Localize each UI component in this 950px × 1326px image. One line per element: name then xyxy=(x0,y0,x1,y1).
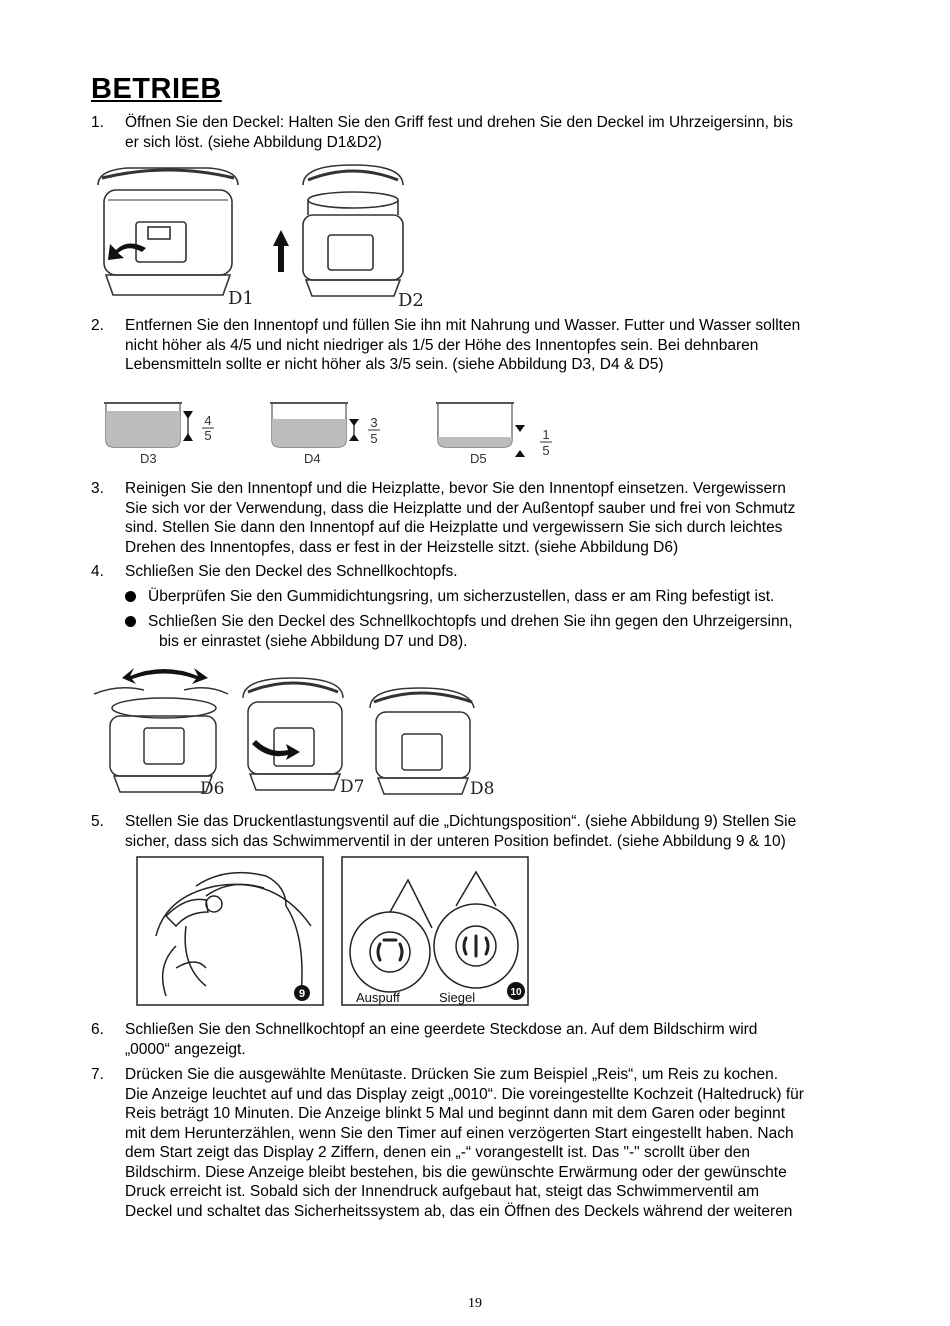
step-text-line: „0000“ angezeigt. xyxy=(125,1040,246,1058)
step-number: 6. xyxy=(91,1021,104,1038)
fraction-numerator: 1 xyxy=(542,427,550,442)
fraction-denominator: 5 xyxy=(370,431,378,446)
figure-d1-d2 xyxy=(88,160,428,310)
step-number: 4. xyxy=(91,563,104,580)
fraction-numerator: 3 xyxy=(370,415,378,430)
step-text-line: dem Start zeigt das Display 2 Ziffern, denen ein „-“ vorangestellt ist. Das "-" scrollt über den xyxy=(125,1144,750,1161)
step-text-line: Druck erreicht ist. Sobald sich der Innendruck aufgebaut hat, steigt das Schwimmerventil am xyxy=(125,1183,760,1200)
page-number: 19 xyxy=(468,1296,482,1311)
figure-9-badge: 9 xyxy=(298,988,306,1000)
figure-label-d2: D2 xyxy=(398,290,424,311)
section-title: BETRIEB xyxy=(91,73,222,105)
figure-label-d7: D7 xyxy=(340,777,365,797)
step-text-line: Bildschirm. Diese Anzeige bleibt bestehen, bis die gewünschte Erwärmung oder der gewünschte xyxy=(125,1163,787,1181)
figure-label-d8: D8 xyxy=(470,779,495,799)
step-text-line: Stellen Sie das Druckentlastungsventil auf die „Dichtungsposition“. (siehe Abbildung 9) Stellen Sie xyxy=(125,813,797,830)
step-text-line: Drücken Sie die ausgewählte Menütaste. Drücken Sie zum Beispiel „Reis“, um Reis zu kochen. xyxy=(125,1066,779,1083)
step-text-line: Die Anzeige leuchtet auf und das Display zeigt „0010“. Die voreingestellte Kochzeit (Haltedruck) für xyxy=(125,1085,804,1103)
figure-label-d5: D5 xyxy=(470,451,487,466)
step-text-line: Schließen Sie den Schnellkochtopf an eine geerdete Steckdose an. Auf dem Bildschirm wird xyxy=(125,1021,758,1038)
fraction-denominator: 5 xyxy=(204,428,212,443)
step-text-line: Sie sich vor der Verwendung, dass die Heizplatte und der Außentopf sauber und frei von Schmutz xyxy=(125,499,796,517)
step-text-line: sind. Stellen Sie dann den Innentopf auf die Heizplatte und vergewissern Sie sich durch leichtes xyxy=(125,519,783,536)
figure-label-d6: D6 xyxy=(200,779,225,799)
bullet-text-line: Schließen Sie den Deckel des Schnellkochtopfs und drehen Sie ihn gegen den Uhrzeigersinn, xyxy=(148,613,793,630)
figure-label-d1: D1 xyxy=(228,288,254,309)
figure-label-d3: D3 xyxy=(140,451,157,466)
step-text-line: Lebensmitteln sollte er nicht höher als 3/5 sein. (siehe Abbildung D3, D4 & D5) xyxy=(125,356,664,373)
step-text-line: Öffnen Sie den Deckel: Halten Sie den Griff fest und drehen Sie den Deckel im Uhrzeigersinn, bis xyxy=(125,114,794,131)
step-text-line: mit dem Herunterzählen, wenn Sie den Timer auf einen verzögerten Start eingestellt haben. Nach xyxy=(125,1124,794,1142)
fraction-denominator: 5 xyxy=(542,443,550,458)
step-number: 7. xyxy=(91,1066,104,1083)
step-text-line: nicht höher als 4/5 und nicht niedriger als 1/5 der Höhe des Innentopfes sein. Bei dehnbaren xyxy=(125,336,759,354)
valve-label-auspuff: Auspuff xyxy=(356,990,400,1005)
step-number: 2. xyxy=(91,317,104,334)
figure-10-badge: 10 xyxy=(510,987,522,998)
figure-label-d4: D4 xyxy=(304,451,321,466)
step-text-line: sicher, dass sich das Schwimmerventil in der unteren Position befindet. (siehe Abbildung 9 & 10) xyxy=(125,832,786,850)
bullet-icon xyxy=(125,616,136,627)
figure-d6-d7-d8 xyxy=(88,658,498,800)
bullet-icon xyxy=(125,591,136,602)
step-number: 5. xyxy=(91,813,104,830)
bullet-text-line: bis er einrastet (siehe Abbildung D7 und D8). xyxy=(159,632,468,650)
step-number: 1. xyxy=(91,114,104,131)
valve-label-siegel: Siegel xyxy=(439,990,476,1005)
step-text-line: Reinigen Sie den Innentopf und die Heizplatte, bevor Sie den Innentopf einsetzen. Vergewissern xyxy=(125,480,786,497)
figure-d3-d4-d5 xyxy=(104,395,564,467)
step-text-line: Deckel und schaltet das Sicherheitssystem ab, das ein Öffnen des Deckels während der weiteren xyxy=(125,1202,793,1220)
step-text-line: Reis beträgt 10 Minuten. Die Anzeige blinkt 5 Mal und beginnt dann mit dem Garen oder beginnt xyxy=(125,1105,786,1122)
bullet-text-line: Überprüfen Sie den Gummidichtungsring, um sicherzustellen, dass er am Ring befestigt ist. xyxy=(148,588,775,605)
fraction-numerator: 4 xyxy=(204,413,212,428)
step-number: 3. xyxy=(91,480,104,497)
figure-9-10 xyxy=(136,856,532,1008)
step-text-line: Entfernen Sie den Innentopf und füllen Sie ihn mit Nahrung und Wasser. Futter und Wasser sollten xyxy=(125,317,801,334)
step-text-line: er sich löst. (siehe Abbildung D1&D2) xyxy=(125,133,382,151)
step-text-line: Drehen des Innentopfes, dass er fest in der Heizstelle sitzt. (siehe Abbildung D6) xyxy=(125,538,679,556)
step-text-line: Schließen Sie den Deckel des Schnellkochtopfs. xyxy=(125,563,458,580)
